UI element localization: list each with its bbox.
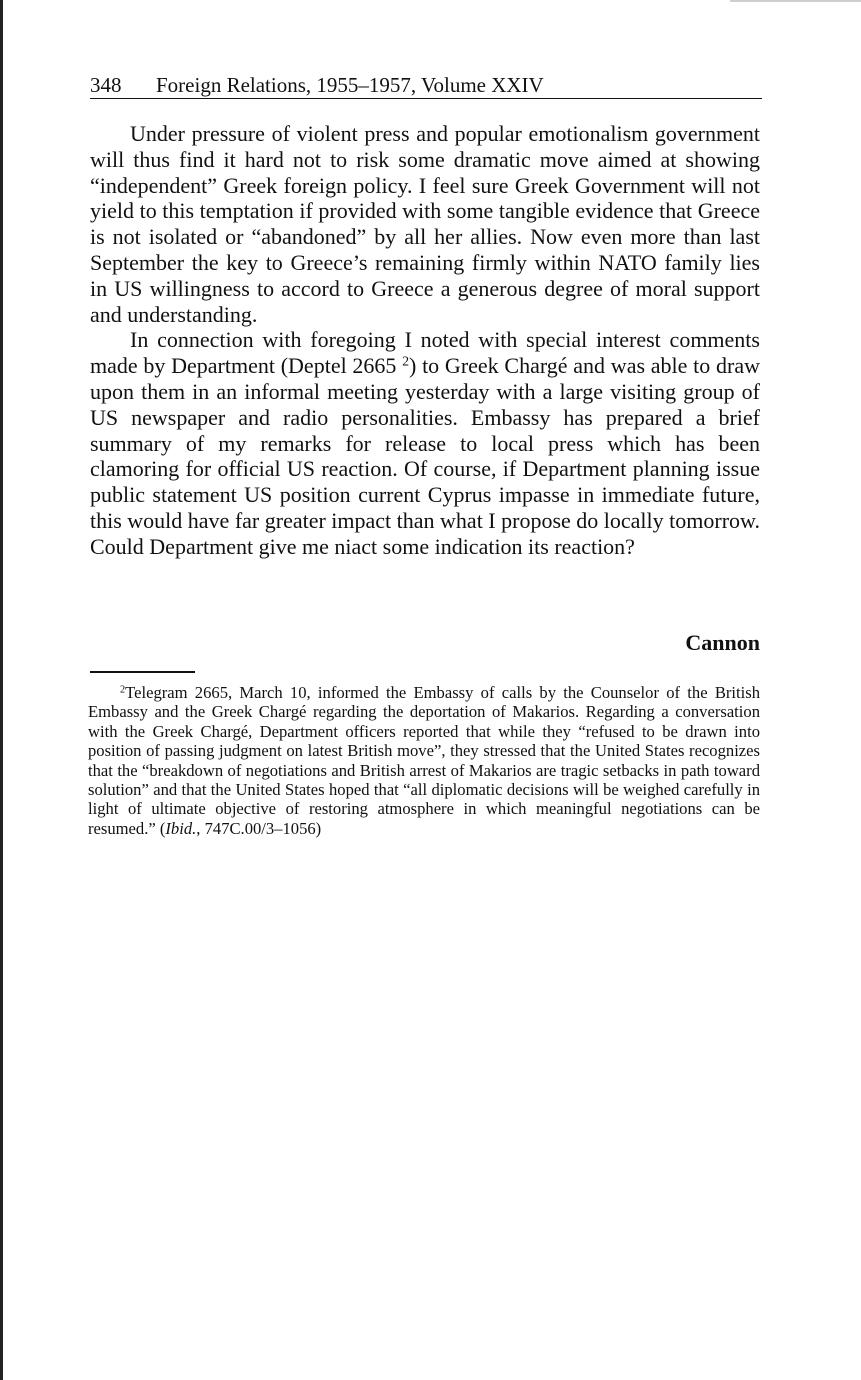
footnote-text: Telegram 2665, March 10, informed the Embassy of calls by the Counselor of the British Embassy and the Greek Chargé regarding the deportation of Makarios. Regarding a conversation with the Greek Chargé, Department officers reported that while they “refused to be drawn into position of passing judgment on latest British move”, they stressed that the United States recognizes that the “breakdown of negotiations and British arrest of Makarios are tragic setbacks in path toward solution” and that the United States hoped that “all diplomatic decisions will be weighed carefully in light of ultimate objective of restoring atmosphere in which meaningful negotiations can be resumed.” ( (88, 683, 760, 838)
body-paragraph-2 (90, 327, 760, 559)
signature: Cannon (685, 630, 760, 655)
document-body (90, 121, 760, 560)
paragraph-2-text-end: ) to Greek Chargé and was able to draw upon them in an informal meeting yesterday with a large visiting group of US newspaper and radio personalities. Embassy has prepared a brief summary of my remarks for release to local press which has been clamoring for official US reaction. Of course, if Department planning issue public statement US position current Cyprus impasse in immediate future, this would have far greater impact than what I propose do locally tomorrow. Could Department give me niact some indication its reaction? (90, 353, 760, 559)
footnote-paragraph (88, 683, 760, 838)
paragraph-2-text-start: In connection with foregoing I noted with special interest comments made by Department (Deptel 2665 (90, 327, 760, 379)
footnote-citation: , 747C.00/3–1056) (196, 818, 322, 838)
page-number: 348 (90, 73, 122, 97)
running-header (90, 72, 762, 99)
page-top-edge (730, 0, 861, 2)
footnote-divider (90, 671, 195, 673)
footnote-reference: 2 (402, 353, 409, 369)
body-paragraph-1: Under pressure of violent press and popular emotionalism government will thus find it hard not to risk some dramatic move aimed at showing “independent” Greek foreign policy. I feel sure Greek Government will not yield to this temptation if provided with some tangible evidence that Greece is not isolated or “abandoned” by all her allies. Now even more than last September the key to Greece’s remaining firmly within NATO family lies in US willingness to accord to Greece a generous degree of moral support and understanding. (90, 121, 760, 327)
page-left-edge (0, 0, 3, 1380)
running-title: Foreign Relations, 1955–1957, Volume XXIV (156, 73, 544, 97)
footnote-ibid: Ibid. (165, 818, 197, 838)
footnote-marker: 2 (120, 684, 126, 696)
footnote (88, 683, 760, 838)
